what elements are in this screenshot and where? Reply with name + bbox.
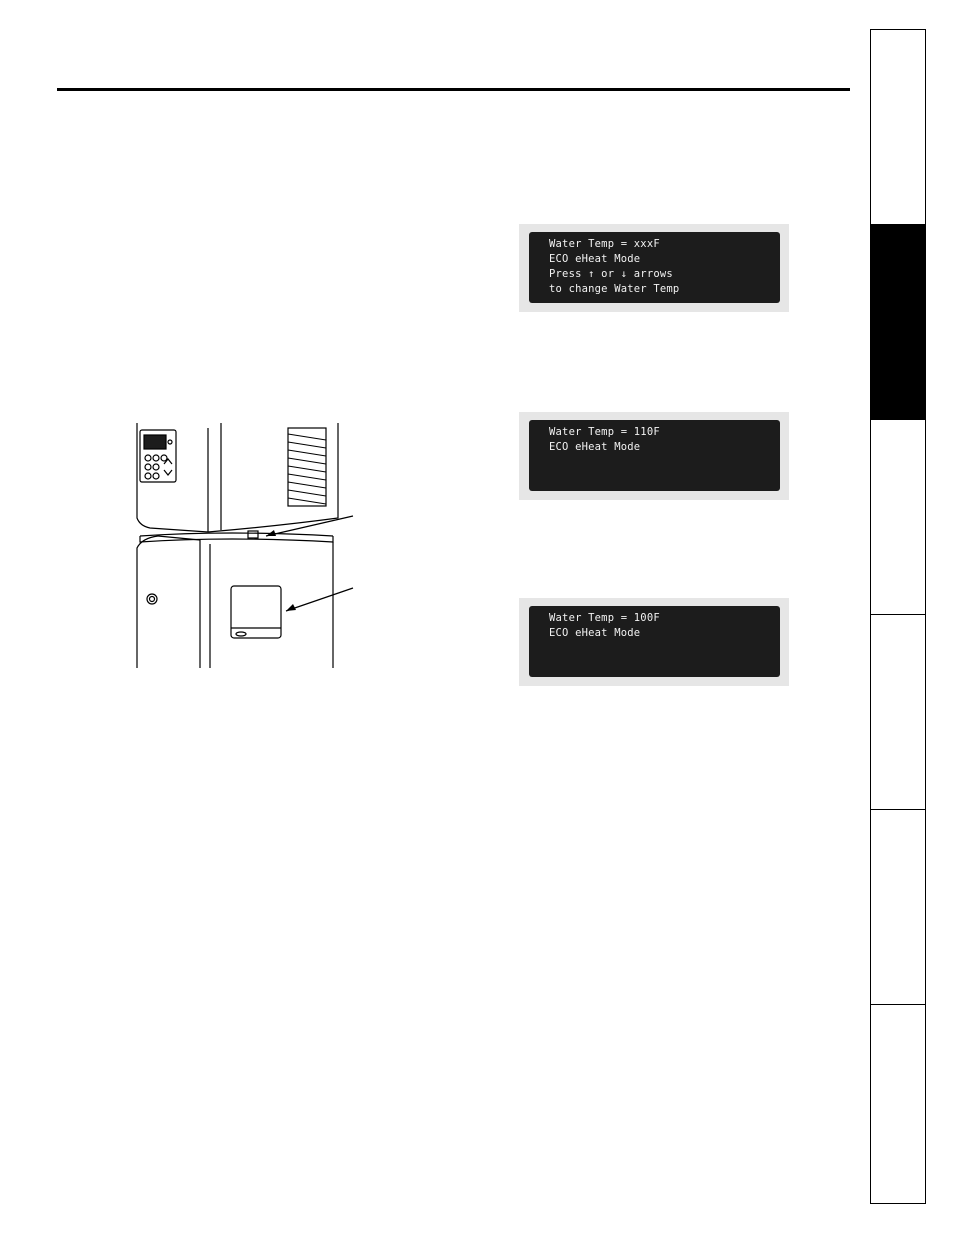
lcd-screen-2	[529, 420, 780, 491]
water-heater-illustration	[128, 418, 368, 678]
section-tab-1[interactable]	[870, 29, 926, 225]
lcd-line: ECO eHeat Mode	[549, 441, 641, 453]
section-tab-5[interactable]	[870, 809, 926, 1005]
section-tab-6[interactable]	[870, 1004, 926, 1204]
top-rule	[57, 88, 850, 91]
lcd-line: Water Temp = 110F	[549, 426, 660, 438]
lcd-line: Water Temp = 100F	[549, 612, 660, 624]
lcd-line: Press ↑ or ↓ arrows	[549, 268, 673, 280]
lcd-line: ECO eHeat Mode	[549, 253, 641, 265]
lcd-line: Water Temp = xxxF	[549, 238, 660, 250]
display-frame-1	[519, 224, 789, 312]
lcd-line: to change Water Temp	[549, 283, 680, 295]
display-frame-3	[519, 598, 789, 686]
lcd-screen-3	[529, 606, 780, 677]
section-tab-3[interactable]	[870, 419, 926, 615]
lcd-screen-1	[529, 232, 780, 303]
section-tab-4[interactable]	[870, 614, 926, 810]
section-tabs	[870, 29, 926, 1204]
lcd-line: ECO eHeat Mode	[549, 627, 641, 639]
section-tab-2-active[interactable]	[870, 224, 926, 420]
display-frame-2	[519, 412, 789, 500]
